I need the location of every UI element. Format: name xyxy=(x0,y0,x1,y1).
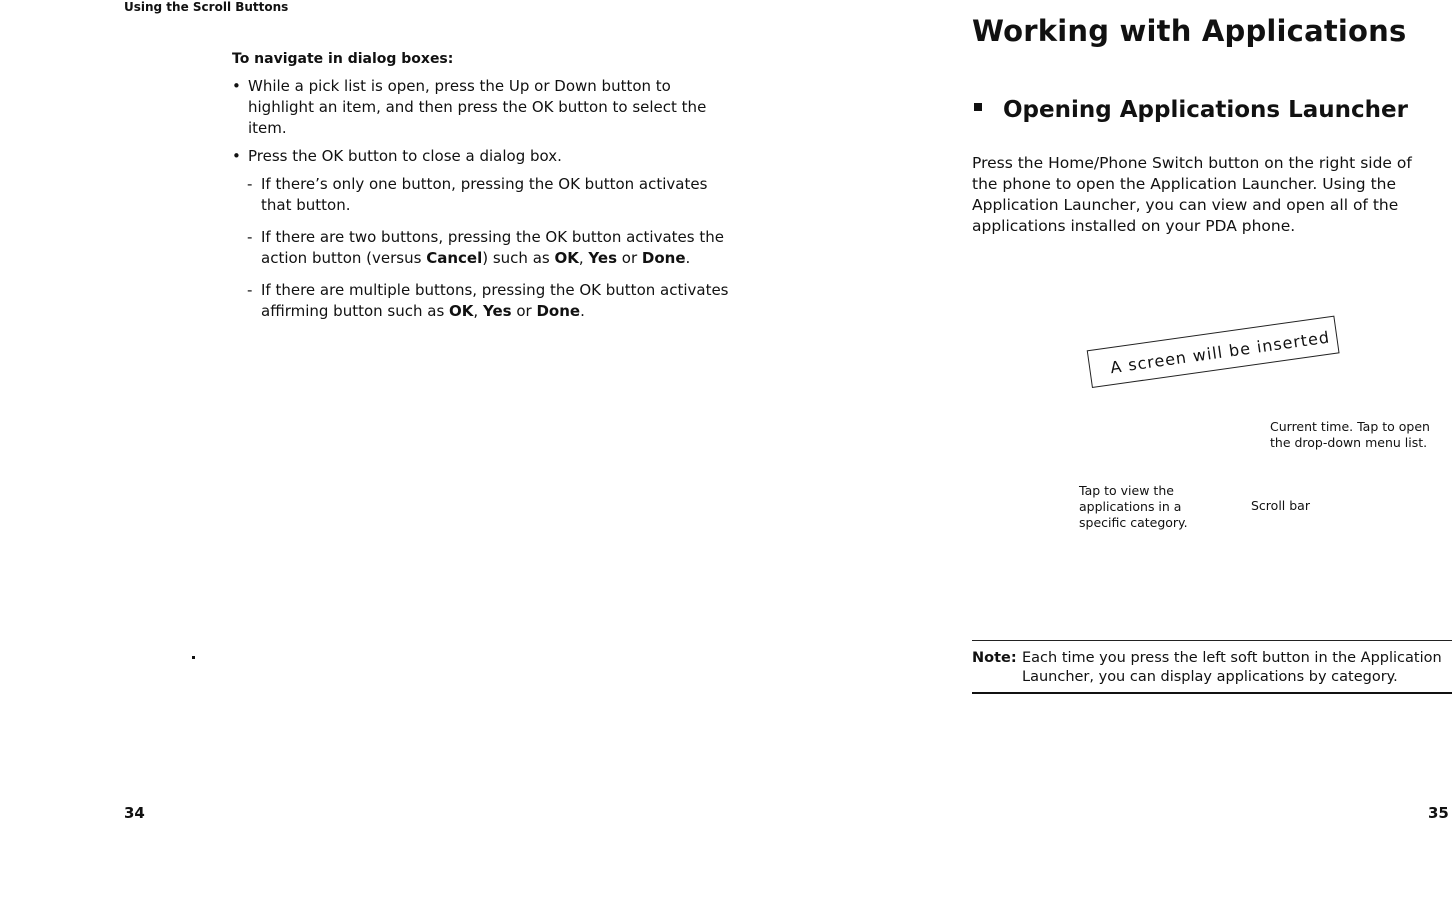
list-item-text: Press the OK button to close a dialog box. xyxy=(248,147,562,165)
page-number-left: 34 xyxy=(124,804,145,822)
sub-item-text: If there are multiple buttons, pressing the OK button activates affirming button such as OK, Yes or Done. xyxy=(261,281,729,320)
ok-term: OK xyxy=(554,249,579,267)
sub-item xyxy=(232,227,732,269)
bullet-marker: • xyxy=(232,77,241,95)
note-bottom-divider xyxy=(972,692,1452,694)
chapter-title: Working with Applications xyxy=(972,14,1407,48)
callout-current-time: Current time. Tap to open the drop-down menu list. xyxy=(1270,419,1430,450)
sub-item-text: If there’s only one button, pressing the OK button activates that button. xyxy=(261,175,708,214)
dash-marker: - xyxy=(247,228,253,246)
list-item xyxy=(232,76,732,139)
sub-item xyxy=(232,174,732,216)
note-text: Each time you press the left soft button in the Application Launcher, you can display applications by category. xyxy=(1022,650,1442,685)
callout-category: Tap to view the applications in a specific category. xyxy=(1079,483,1188,530)
page-number-right: 35 xyxy=(1428,804,1449,822)
yes-term: Yes xyxy=(588,249,617,267)
callout-scroll-bar: Scroll bar xyxy=(1251,498,1310,513)
dash-marker: - xyxy=(247,281,253,299)
yes-term: Yes xyxy=(482,302,512,320)
screenshot-placeholder: A screen will be inserted xyxy=(1087,316,1340,388)
done-term: Done xyxy=(536,302,581,320)
body-paragraph: Press the Home/Phone Switch button on the right side of the phone to open the Application Launcher. Using the Application Launcher, you can view and open all of the applications installed on your PDA phone. xyxy=(972,154,1412,235)
bullet-marker: • xyxy=(232,147,241,165)
instruction-list xyxy=(232,76,732,333)
stray-mark xyxy=(192,656,195,659)
section-title: Opening Applications Launcher xyxy=(1003,97,1408,123)
sub-item-text: If there are two buttons, pressing the OK button activates the action button (versus Cancel) such as OK, Yes or Done. xyxy=(261,228,724,267)
section-heading: To navigate in dialog boxes: xyxy=(232,51,454,67)
list-item xyxy=(232,146,732,167)
ok-term: OK xyxy=(449,302,474,320)
section-bullet-icon xyxy=(974,103,982,111)
cancel-term: Cancel xyxy=(426,249,483,267)
running-head: Using the Scroll Buttons xyxy=(124,0,289,14)
note-label: Note: xyxy=(972,650,1017,666)
sub-item xyxy=(232,280,732,322)
dash-marker: - xyxy=(247,175,253,193)
list-item-text: While a pick list is open, press the Up or Down button to highlight an item, and then press the OK button to select the item. xyxy=(248,77,707,137)
note-top-divider xyxy=(972,640,1452,641)
done-term: Done xyxy=(641,249,686,267)
note-box xyxy=(972,649,1450,687)
